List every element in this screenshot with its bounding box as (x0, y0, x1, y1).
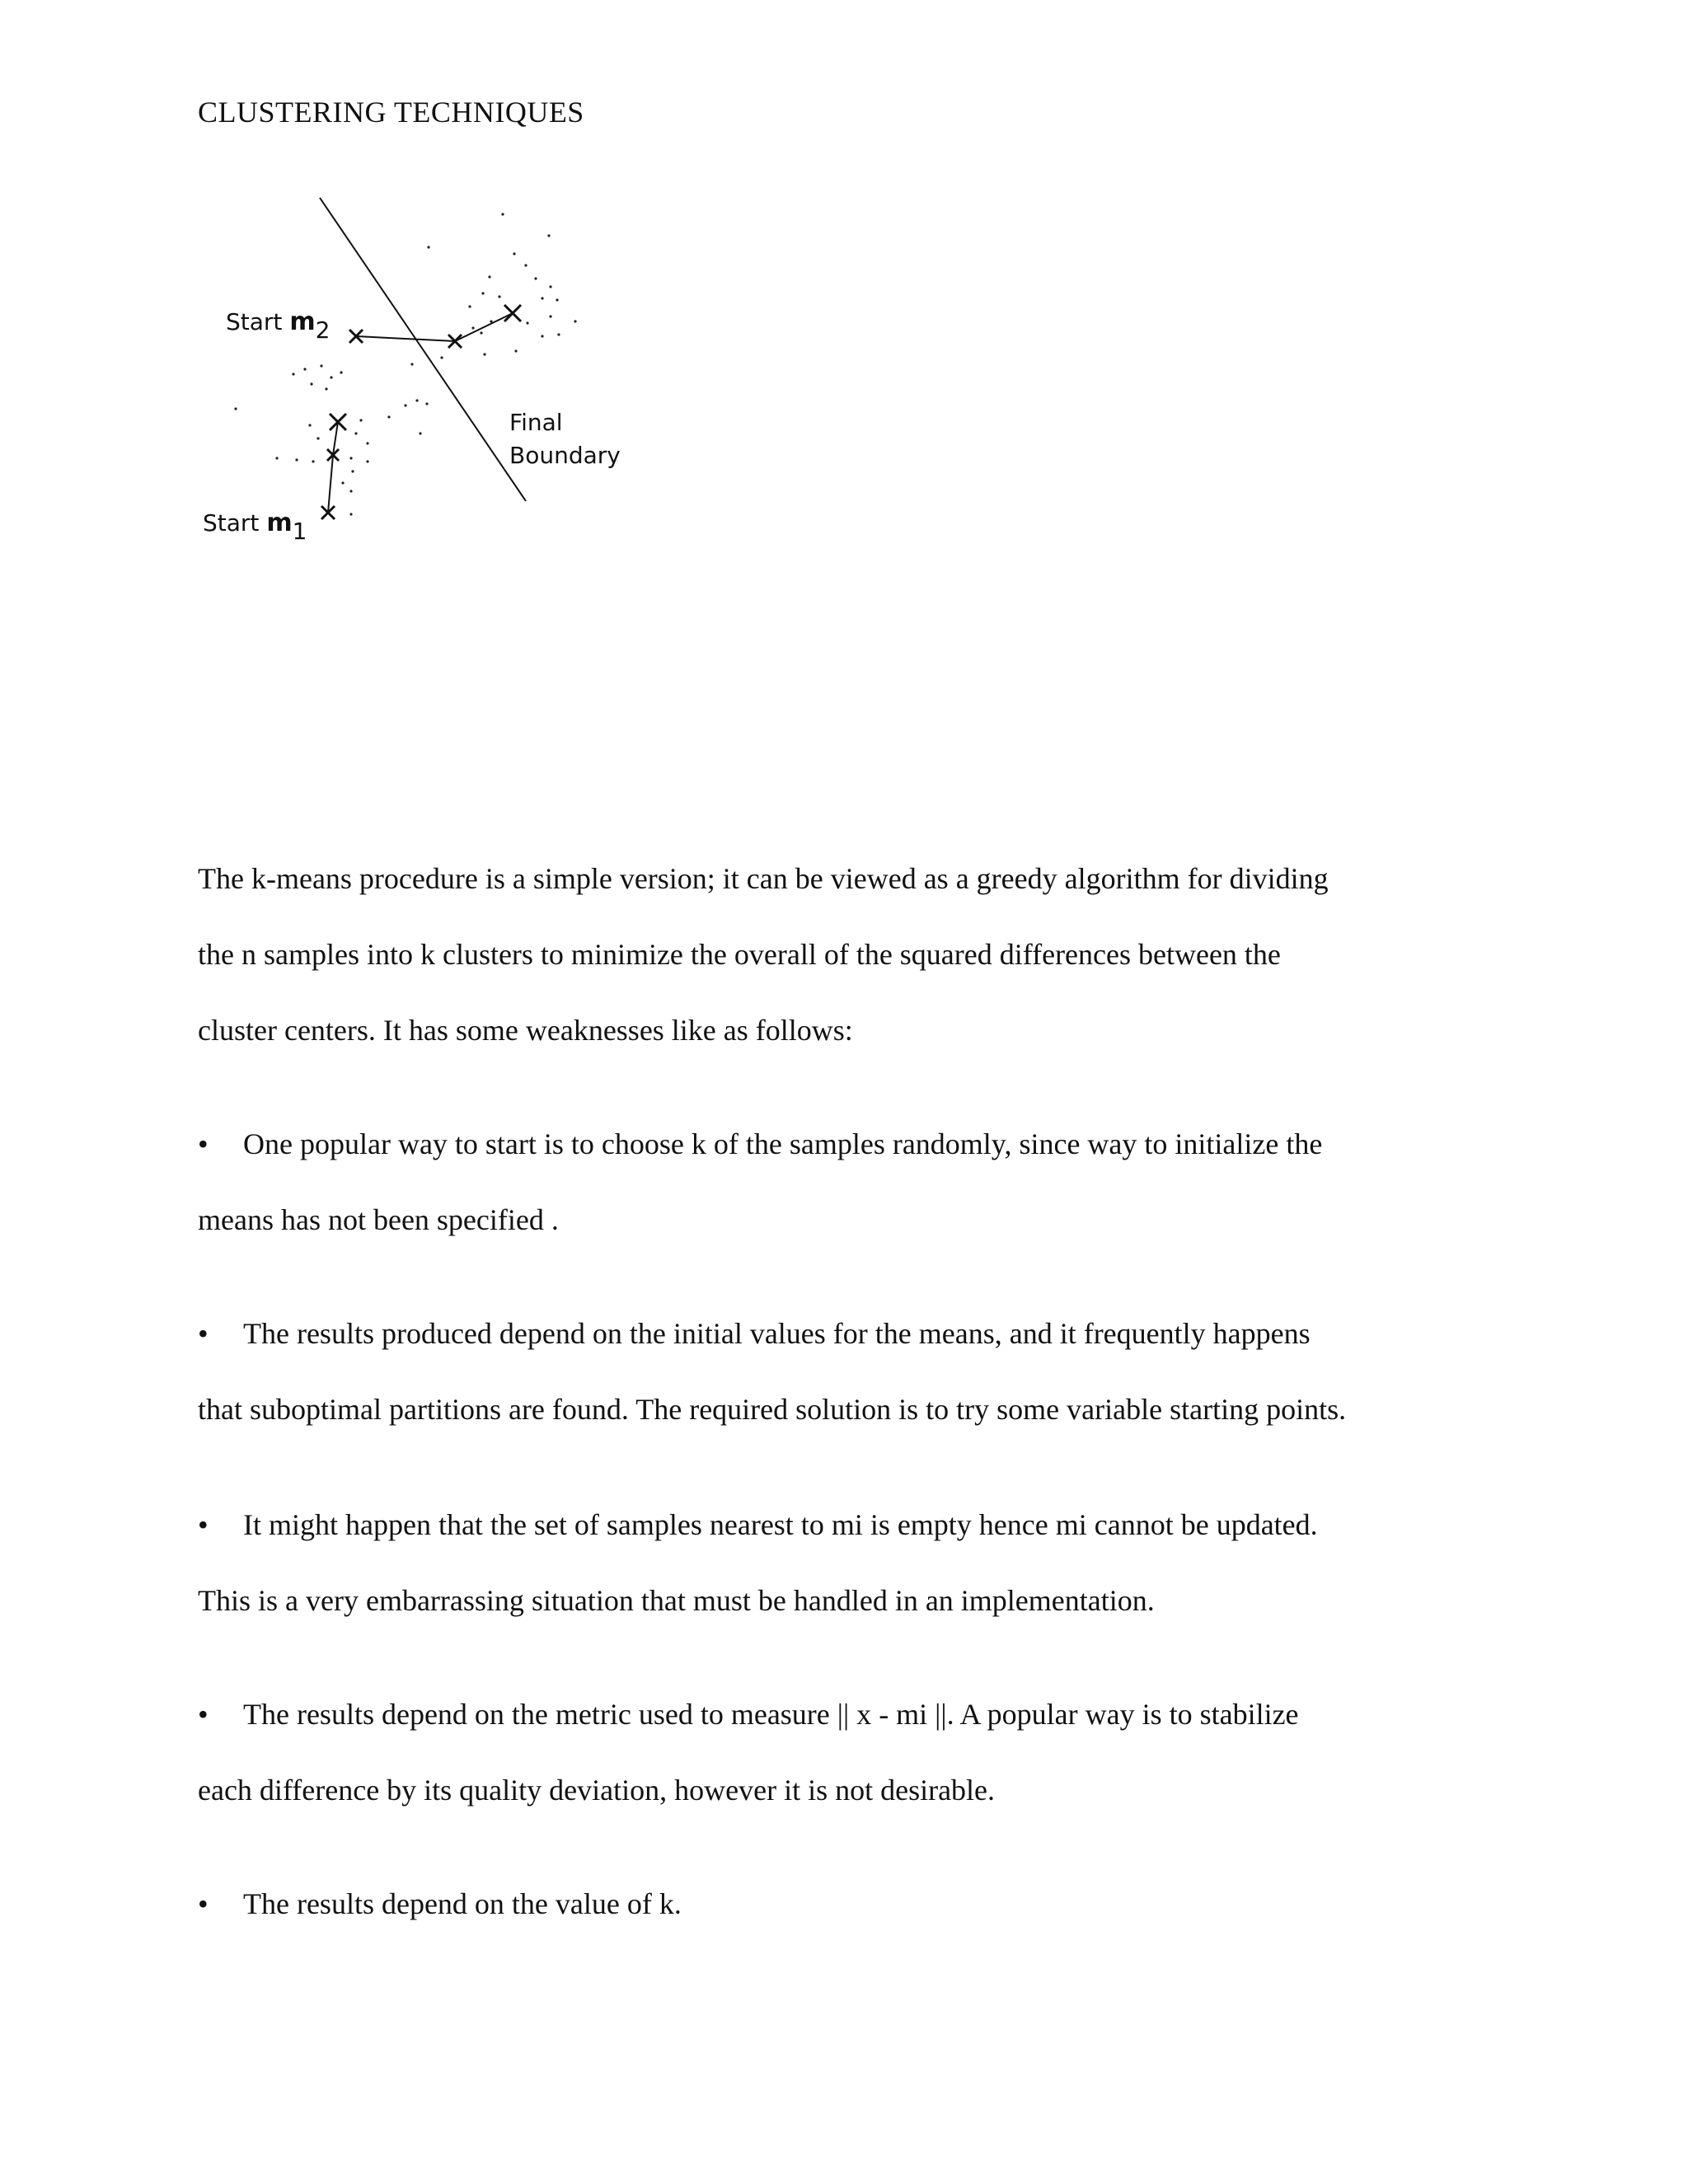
bullet-line: The results depend on the value of k. (243, 1887, 682, 1920)
bullet-line: The results depend on the metric used to measure || x - mi ||. A popular way is to stabilize (243, 1698, 1299, 1731)
m2-final-cross (504, 305, 521, 321)
intro-line: cluster centers. It has some weaknesses like as follows: (198, 1014, 853, 1047)
start-m2-sub: 2 (315, 316, 331, 344)
bullet-line: each difference by its quality deviation, however it is not desirable. (198, 1774, 996, 1807)
bullet-line: The results produced depend on the initial values for the means, and it frequently happens (243, 1317, 1311, 1350)
page-title: CLUSTERING TECHNIQUES (198, 96, 584, 129)
sample-dots (234, 213, 576, 515)
m1-trajectory (328, 422, 338, 513)
start-m2-bold: m (289, 307, 316, 336)
start-m1-prefix: Start (203, 509, 267, 537)
bullet-line: One popular way to start is to choose k of the samples randomly, since way to initialize the (243, 1127, 1323, 1160)
start-m2-label (226, 307, 330, 344)
final-label-line1: Final (509, 409, 563, 436)
bullet-line: This is a very embarrassing situation that must be handled in an implementation. (198, 1584, 1155, 1617)
start-m1-label (203, 509, 307, 545)
kmeans-figure (181, 181, 643, 560)
final-boundary-line (320, 198, 526, 501)
bullet-glyph: • (198, 1887, 209, 1920)
bullet-item-4 (198, 1676, 1484, 1828)
final-label-line2: Boundary (509, 442, 621, 469)
kmeans-diagram (181, 181, 643, 560)
bullet-glyph: • (198, 1508, 209, 1541)
start-m1-bold: m (266, 509, 293, 537)
start-m1-sub: 1 (292, 518, 307, 545)
bullet-glyph: • (198, 1127, 209, 1160)
m1-final-cross (330, 414, 346, 430)
bullet-item-1 (198, 1106, 1484, 1258)
bullet-item-3 (198, 1487, 1484, 1638)
intro-line: the n samples into k clusters to minimize the overall of the squared differences between the (198, 938, 1281, 971)
bullet-item-2 (198, 1296, 1484, 1447)
bullet-line: that suboptimal partitions are found. The required solution is to try some variable starting points. (198, 1393, 1347, 1426)
bullet-item-5 (198, 1866, 1484, 1942)
bullet-glyph: • (198, 1698, 209, 1731)
start-m2-prefix: Start (226, 308, 290, 335)
intro-line: The k-means procedure is a simple version; it can be viewed as a greedy algorithm for dividing (198, 862, 1329, 895)
cross-markers (321, 305, 521, 519)
bullet-glyph: • (198, 1317, 209, 1350)
bullet-line: means has not been specified . (198, 1203, 559, 1236)
m2-trajectory (356, 313, 513, 341)
intro-paragraph (198, 841, 1484, 1068)
bullet-line: It might happen that the set of samples nearest to mi is empty hence mi cannot be updated. (243, 1508, 1318, 1541)
